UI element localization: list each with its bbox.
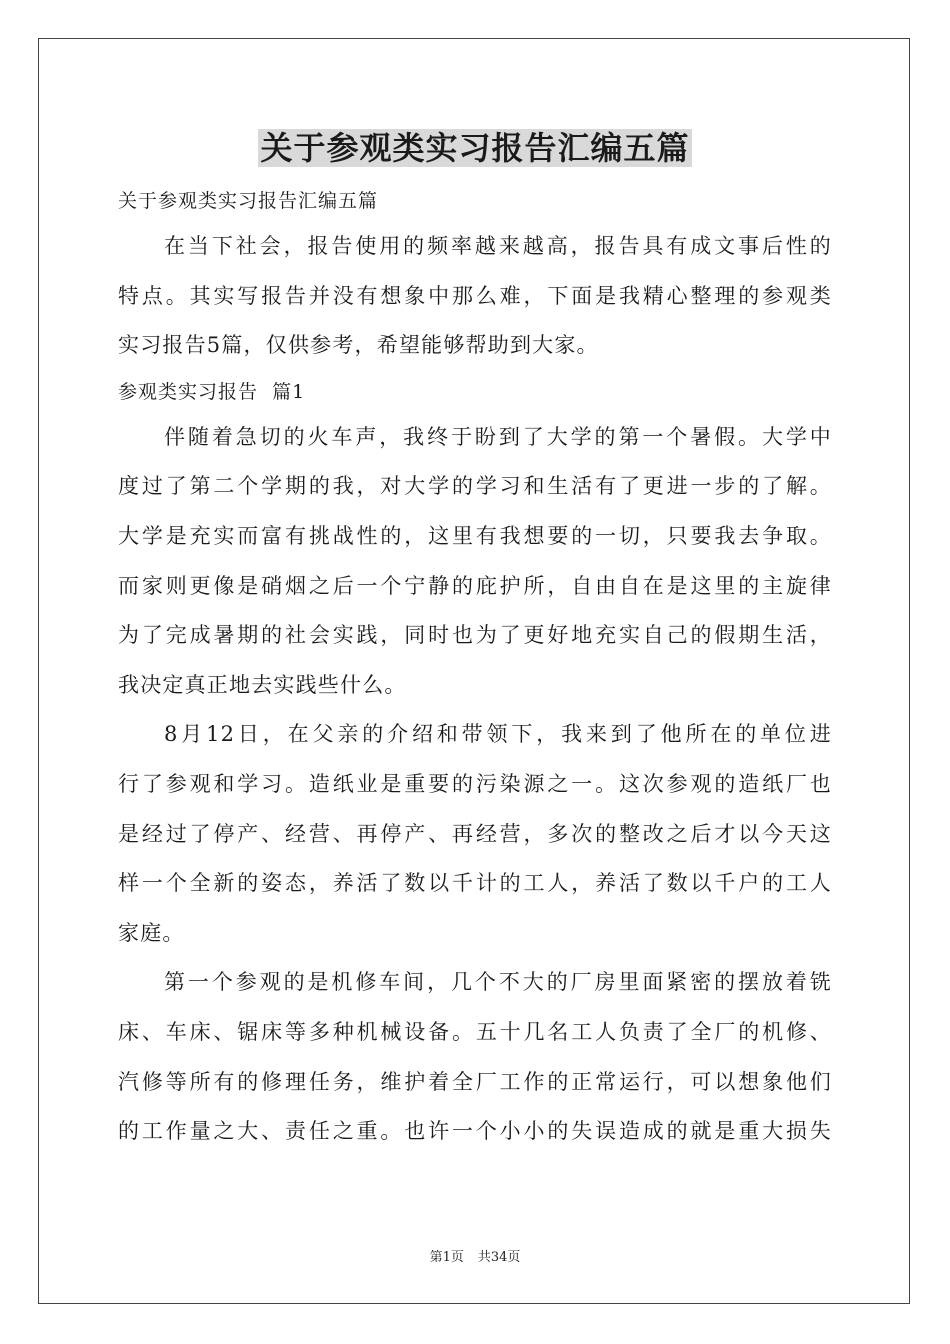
paragraph-line: 而家则更像是硝烟之后一个宁静的庇护所，自由自在是这里的主旋律 (118, 573, 832, 598)
page-total: 共34页 (477, 1250, 521, 1265)
paragraph-line: 大学是充实而富有挑战性的，这里有我想要的一切，只要我去争取。 (118, 523, 832, 548)
document-subtitle: 关于参观类实习报告汇编五篇 (118, 190, 379, 212)
paragraph-line: 行了参观和学习。造纸业是重要的污染源之一。这次参观的造纸厂也 (118, 771, 832, 796)
paragraph-line: 是经过了停产、经营、再停产、再经营，多次的整改之后才以今天这 (118, 821, 832, 846)
document-title (0, 126, 950, 170)
page-footer (0, 1246, 950, 1265)
paragraph-line: 的工作量之大、责任之重。也许一个小小的失误造成的就是重大损失 (118, 1119, 832, 1144)
paragraph-line: 伴随着急切的火车声，我终于盼到了大学的第一个暑假。大学中 (164, 424, 832, 449)
document-body (118, 180, 832, 1157)
paragraph-line: 样一个全新的姿态，养活了数以千计的工人，养活了数以千户的工人 (118, 871, 832, 896)
paragraph-line: 汽修等所有的修理任务，维护着全厂工作的正常运行，可以想象他们 (118, 1069, 832, 1094)
intro-line: 特点。其实写报告并没有想象中那么难，下面是我精心整理的参观类 (118, 283, 832, 308)
paragraph-line: 8月12日，在父亲的介绍和带领下，我来到了他所在的单位进 (164, 722, 832, 747)
paragraph-line: 第一个参观的是机修车间，几个不大的厂房里面紧密的摆放着铣 (164, 970, 832, 995)
paragraph-line: 为了完成暑期的社会实践，同时也为了更好地充实自己的假期生活， (118, 623, 832, 648)
paragraph-line: 家庭。 (118, 920, 185, 945)
intro-line: 实习报告5篇，仅供参考，希望能够帮助到大家。 (118, 333, 599, 358)
document-title-text: 关于参观类实习报告汇编五篇 (260, 129, 690, 167)
paragraph-line: 床、车床、锯床等多种机械设备。五十几名工人负责了全厂的机修、 (118, 1019, 832, 1044)
intro-line: 在当下社会，报告使用的频率越来越高，报告具有成文事后性的 (164, 234, 832, 258)
page-number: 第1页 (429, 1250, 464, 1265)
paragraph-line: 度过了第二个学期的我，对大学的学习和生活有了更进一步的了解。 (118, 474, 832, 499)
paragraph-line: 我决定真正地去实践些什么。 (118, 672, 407, 697)
section-heading: 参观类实习报告 篇1 (118, 380, 306, 403)
